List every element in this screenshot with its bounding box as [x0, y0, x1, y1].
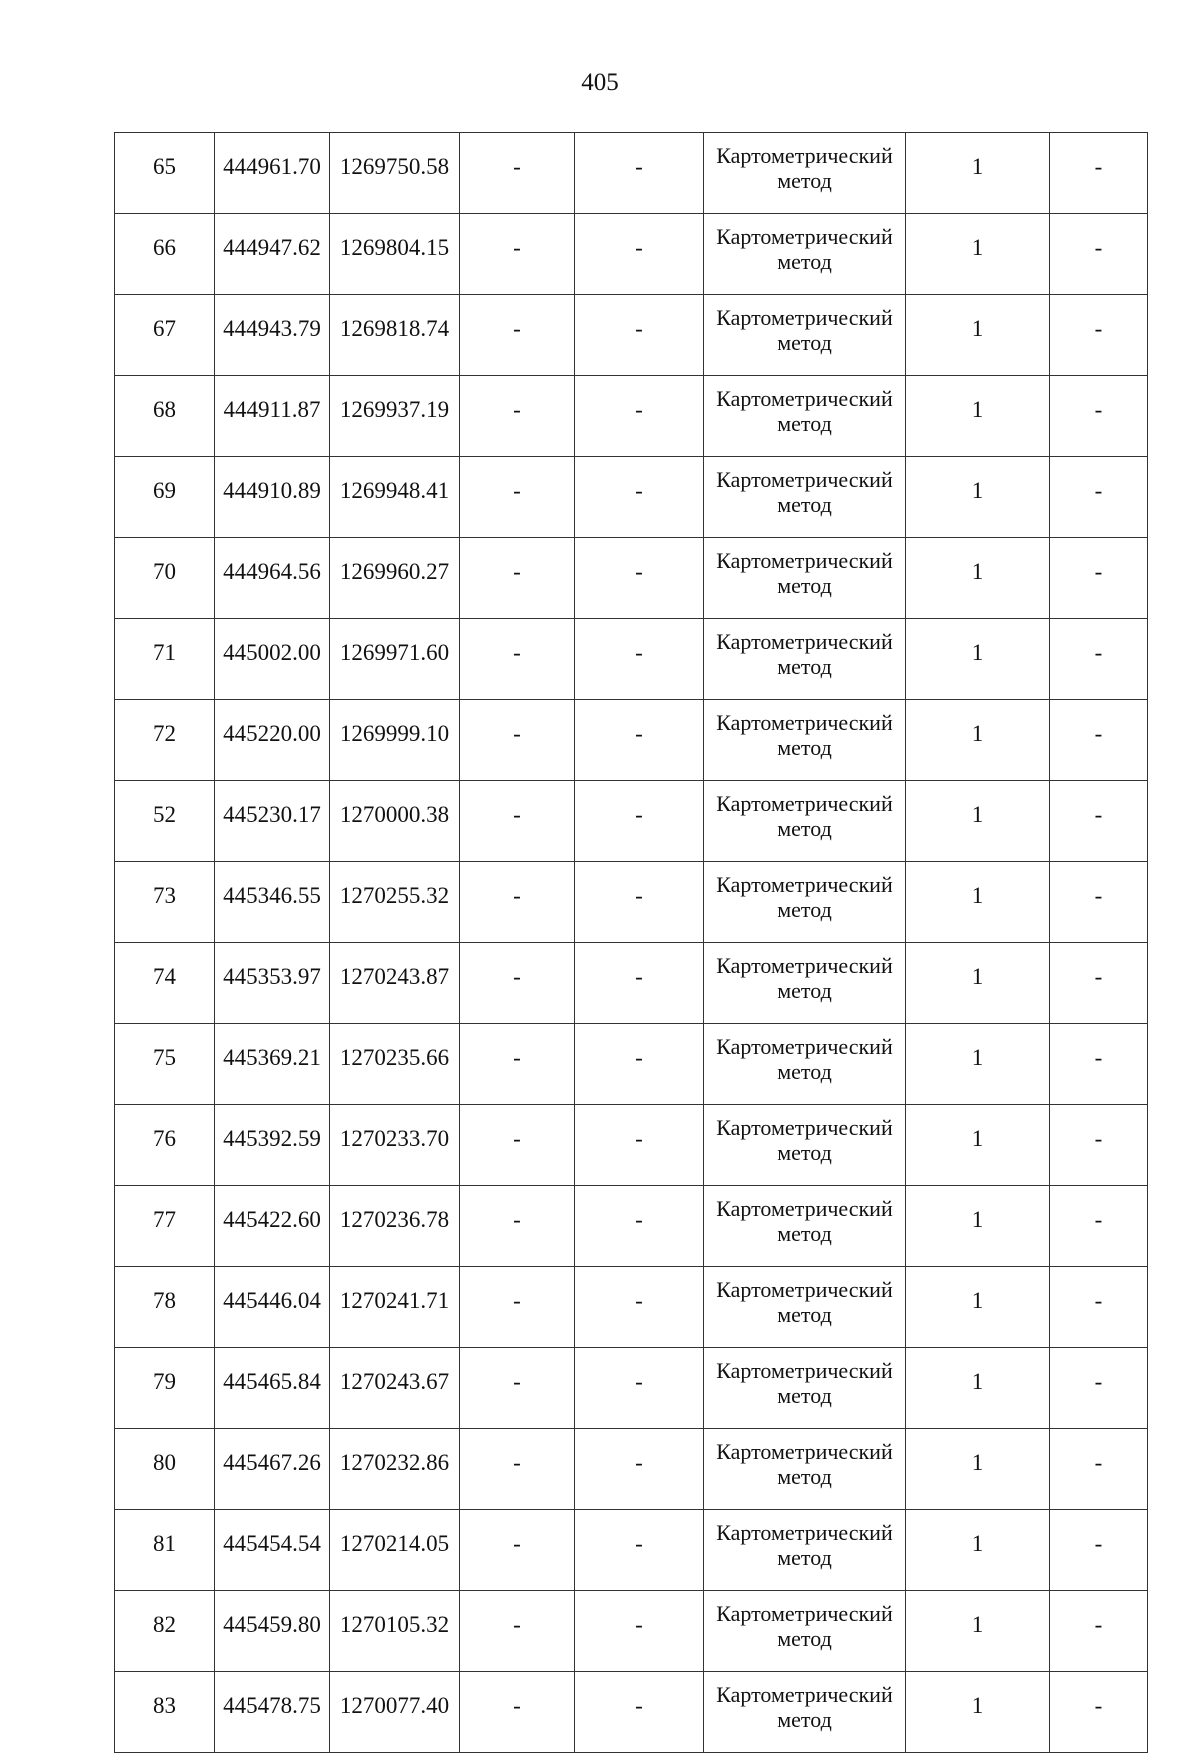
cell-y-coordinate: 1270243.67	[330, 1348, 460, 1429]
cell-point-number: 74	[115, 943, 215, 1024]
cell-y-coordinate: 1269804.15	[330, 214, 460, 295]
cell-x-coordinate: 445446.04	[215, 1267, 330, 1348]
cell-y-coordinate: 1270235.66	[330, 1024, 460, 1105]
cell-dash: -	[575, 1186, 704, 1267]
cell-x-coordinate: 445220.00	[215, 700, 330, 781]
table-row	[115, 214, 1148, 295]
cell-dash: -	[460, 781, 575, 862]
table-row	[115, 538, 1148, 619]
cell-accuracy: 1	[906, 295, 1050, 376]
cell-method: Картометрический метод	[704, 1348, 906, 1429]
cell-dash: -	[460, 1186, 575, 1267]
cell-accuracy: 1	[906, 1348, 1050, 1429]
cell-x-coordinate: 445392.59	[215, 1105, 330, 1186]
cell-accuracy: 1	[906, 1510, 1050, 1591]
cell-dash: -	[1050, 133, 1148, 214]
cell-method: Картометрический метод	[704, 376, 906, 457]
cell-y-coordinate: 1270214.05	[330, 1510, 460, 1591]
cell-accuracy: 1	[906, 376, 1050, 457]
cell-method: Картометрический метод	[704, 1510, 906, 1591]
cell-x-coordinate: 445465.84	[215, 1348, 330, 1429]
cell-method: Картометрический метод	[704, 781, 906, 862]
cell-dash: -	[460, 1267, 575, 1348]
cell-dash: -	[575, 457, 704, 538]
cell-dash: -	[575, 1105, 704, 1186]
table-row	[115, 781, 1148, 862]
cell-accuracy: 1	[906, 1267, 1050, 1348]
table-row	[115, 1591, 1148, 1672]
cell-method: Картометрический метод	[704, 1105, 906, 1186]
table-row	[115, 1186, 1148, 1267]
cell-y-coordinate: 1270243.87	[330, 943, 460, 1024]
cell-method: Картометрический метод	[704, 1267, 906, 1348]
cell-dash: -	[575, 781, 704, 862]
cell-point-number: 79	[115, 1348, 215, 1429]
cell-point-number: 67	[115, 295, 215, 376]
cell-point-number: 83	[115, 1672, 215, 1753]
table-row	[115, 457, 1148, 538]
cell-point-number: 75	[115, 1024, 215, 1105]
cell-accuracy: 1	[906, 943, 1050, 1024]
cell-x-coordinate: 445346.55	[215, 862, 330, 943]
table-row	[115, 1348, 1148, 1429]
cell-dash: -	[460, 133, 575, 214]
cell-x-coordinate: 444947.62	[215, 214, 330, 295]
coordinates-table	[114, 132, 1148, 1753]
cell-dash: -	[575, 214, 704, 295]
cell-dash: -	[460, 943, 575, 1024]
cell-dash: -	[1050, 862, 1148, 943]
cell-dash: -	[575, 1510, 704, 1591]
cell-point-number: 82	[115, 1591, 215, 1672]
cell-method: Картометрический метод	[704, 1672, 906, 1753]
cell-dash: -	[575, 1591, 704, 1672]
cell-x-coordinate: 444964.56	[215, 538, 330, 619]
cell-accuracy: 1	[906, 619, 1050, 700]
cell-y-coordinate: 1269948.41	[330, 457, 460, 538]
cell-dash: -	[460, 1105, 575, 1186]
cell-y-coordinate: 1270236.78	[330, 1186, 460, 1267]
cell-point-number: 65	[115, 133, 215, 214]
table-row	[115, 1105, 1148, 1186]
cell-dash: -	[575, 538, 704, 619]
cell-dash: -	[575, 1267, 704, 1348]
cell-dash: -	[460, 700, 575, 781]
cell-x-coordinate: 445454.54	[215, 1510, 330, 1591]
cell-dash: -	[575, 700, 704, 781]
cell-accuracy: 1	[906, 538, 1050, 619]
cell-y-coordinate: 1270232.86	[330, 1429, 460, 1510]
cell-method: Картометрический метод	[704, 700, 906, 781]
cell-method: Картометрический метод	[704, 1024, 906, 1105]
cell-x-coordinate: 444911.87	[215, 376, 330, 457]
cell-y-coordinate: 1270241.71	[330, 1267, 460, 1348]
cell-dash: -	[460, 214, 575, 295]
table-row	[115, 1429, 1148, 1510]
cell-accuracy: 1	[906, 781, 1050, 862]
cell-dash: -	[1050, 1672, 1148, 1753]
cell-dash: -	[1050, 1024, 1148, 1105]
cell-x-coordinate: 445369.21	[215, 1024, 330, 1105]
cell-method: Картометрический метод	[704, 538, 906, 619]
cell-y-coordinate: 1270233.70	[330, 1105, 460, 1186]
cell-dash: -	[460, 1024, 575, 1105]
cell-dash: -	[575, 943, 704, 1024]
cell-accuracy: 1	[906, 457, 1050, 538]
coordinates-table-body	[115, 133, 1148, 1753]
cell-dash: -	[575, 376, 704, 457]
cell-accuracy: 1	[906, 1186, 1050, 1267]
cell-x-coordinate: 445478.75	[215, 1672, 330, 1753]
cell-accuracy: 1	[906, 1429, 1050, 1510]
cell-y-coordinate: 1269971.60	[330, 619, 460, 700]
cell-method: Картометрический метод	[704, 1591, 906, 1672]
cell-point-number: 78	[115, 1267, 215, 1348]
cell-method: Картометрический метод	[704, 214, 906, 295]
cell-dash: -	[575, 862, 704, 943]
table-row	[115, 1024, 1148, 1105]
cell-dash: -	[575, 1348, 704, 1429]
cell-dash: -	[1050, 214, 1148, 295]
cell-y-coordinate: 1270000.38	[330, 781, 460, 862]
cell-dash: -	[460, 538, 575, 619]
cell-dash: -	[1050, 376, 1148, 457]
cell-dash: -	[460, 295, 575, 376]
cell-method: Картометрический метод	[704, 295, 906, 376]
table-row	[115, 133, 1148, 214]
cell-dash: -	[575, 295, 704, 376]
cell-dash: -	[1050, 1591, 1148, 1672]
cell-point-number: 81	[115, 1510, 215, 1591]
cell-point-number: 70	[115, 538, 215, 619]
cell-point-number: 66	[115, 214, 215, 295]
cell-dash: -	[1050, 700, 1148, 781]
table-row	[115, 1267, 1148, 1348]
cell-method: Картометрический метод	[704, 1186, 906, 1267]
cell-y-coordinate: 1270255.32	[330, 862, 460, 943]
table-row	[115, 700, 1148, 781]
cell-dash: -	[575, 133, 704, 214]
cell-accuracy: 1	[906, 214, 1050, 295]
cell-method: Картометрический метод	[704, 619, 906, 700]
table-row	[115, 619, 1148, 700]
cell-dash: -	[460, 376, 575, 457]
cell-method: Картометрический метод	[704, 943, 906, 1024]
cell-dash: -	[1050, 943, 1148, 1024]
cell-dash: -	[1050, 1429, 1148, 1510]
cell-point-number: 77	[115, 1186, 215, 1267]
cell-dash: -	[575, 619, 704, 700]
cell-accuracy: 1	[906, 1591, 1050, 1672]
cell-point-number: 80	[115, 1429, 215, 1510]
cell-y-coordinate: 1270077.40	[330, 1672, 460, 1753]
cell-dash: -	[575, 1024, 704, 1105]
page-number: 405	[581, 69, 619, 96]
cell-dash: -	[1050, 295, 1148, 376]
cell-point-number: 52	[115, 781, 215, 862]
cell-accuracy: 1	[906, 700, 1050, 781]
cell-y-coordinate: 1269937.19	[330, 376, 460, 457]
cell-x-coordinate: 444961.70	[215, 133, 330, 214]
cell-y-coordinate: 1269999.10	[330, 700, 460, 781]
cell-dash: -	[460, 862, 575, 943]
cell-dash: -	[1050, 1267, 1148, 1348]
table-row	[115, 295, 1148, 376]
cell-dash: -	[460, 1429, 575, 1510]
cell-accuracy: 1	[906, 1672, 1050, 1753]
cell-accuracy: 1	[906, 862, 1050, 943]
cell-dash: -	[1050, 457, 1148, 538]
table-row	[115, 1672, 1148, 1753]
cell-x-coordinate: 445002.00	[215, 619, 330, 700]
cell-x-coordinate: 445467.26	[215, 1429, 330, 1510]
cell-accuracy: 1	[906, 1024, 1050, 1105]
cell-dash: -	[1050, 1186, 1148, 1267]
cell-y-coordinate: 1269960.27	[330, 538, 460, 619]
table-row	[115, 376, 1148, 457]
table-row	[115, 1510, 1148, 1591]
cell-point-number: 73	[115, 862, 215, 943]
cell-method: Картометрический метод	[704, 1429, 906, 1510]
cell-dash: -	[460, 619, 575, 700]
cell-x-coordinate: 445422.60	[215, 1186, 330, 1267]
cell-dash: -	[1050, 1105, 1148, 1186]
cell-y-coordinate: 1270105.32	[330, 1591, 460, 1672]
cell-x-coordinate: 445353.97	[215, 943, 330, 1024]
cell-method: Картометрический метод	[704, 457, 906, 538]
cell-x-coordinate: 444943.79	[215, 295, 330, 376]
cell-dash: -	[460, 1591, 575, 1672]
cell-point-number: 71	[115, 619, 215, 700]
cell-method: Картометрический метод	[704, 862, 906, 943]
cell-dash: -	[575, 1429, 704, 1510]
table-row	[115, 943, 1148, 1024]
cell-dash: -	[460, 1672, 575, 1753]
cell-dash: -	[460, 457, 575, 538]
cell-point-number: 69	[115, 457, 215, 538]
cell-point-number: 68	[115, 376, 215, 457]
cell-dash: -	[575, 1672, 704, 1753]
cell-accuracy: 1	[906, 1105, 1050, 1186]
cell-x-coordinate: 445230.17	[215, 781, 330, 862]
cell-point-number: 76	[115, 1105, 215, 1186]
cell-y-coordinate: 1269818.74	[330, 295, 460, 376]
cell-dash: -	[1050, 1510, 1148, 1591]
cell-dash: -	[1050, 1348, 1148, 1429]
table-row	[115, 862, 1148, 943]
cell-x-coordinate: 444910.89	[215, 457, 330, 538]
cell-dash: -	[1050, 619, 1148, 700]
cell-method: Картометрический метод	[704, 133, 906, 214]
cell-dash: -	[1050, 538, 1148, 619]
cell-dash: -	[1050, 781, 1148, 862]
cell-point-number: 72	[115, 700, 215, 781]
cell-dash: -	[460, 1348, 575, 1429]
cell-x-coordinate: 445459.80	[215, 1591, 330, 1672]
cell-dash: -	[460, 1510, 575, 1591]
cell-accuracy: 1	[906, 133, 1050, 214]
cell-y-coordinate: 1269750.58	[330, 133, 460, 214]
